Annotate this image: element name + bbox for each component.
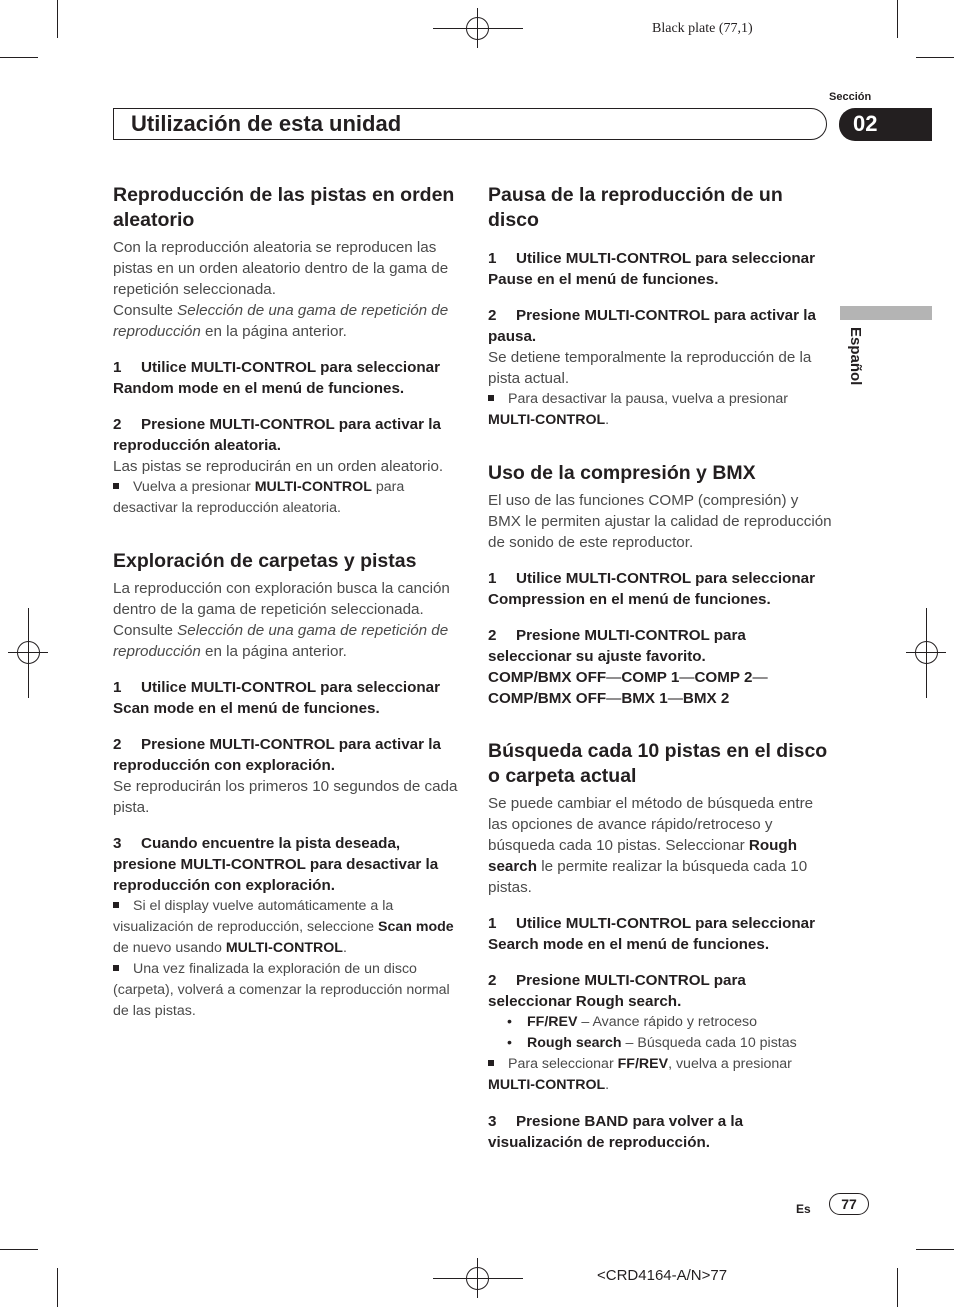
square-bullet-icon [113,483,119,489]
paragraph: Se reproducirán los primeros 10 segundos de cada pista. [113,778,458,816]
cross-reference: Selección de una gama de repetición de reproducción [113,302,449,340]
chapter-title-bar [113,108,827,140]
step: 2 Presione MULTI-CONTROL para seleccionar su ajuste favorito. [488,627,746,665]
step: 3 Presione BAND para volver a la visualización de reproducción. [488,1113,744,1151]
section-number: 02 [853,111,878,136]
heading-rough-search: Búsqueda cada 10 pistas en el disco o carpeta actual [488,740,828,787]
step: 3 Cuando encuentre la pista deseada, presione MULTI-CONTROL para desactivar la reproducción con exploración. [113,835,439,894]
step: 1 Utilice MULTI-CONTROL para seleccionar Scan mode en el menú de funciones. [113,679,441,717]
crop-mark [916,1249,954,1250]
note: Vuelva a presionar MULTI-CONTROL para desactivar la reproducción aleatoria. [113,479,405,516]
left-column [113,183,458,1022]
plate-label: Black plate (77,1) [652,21,753,36]
heading-compression-bmx: Uso de la compresión y BMX [488,462,756,484]
step: 1 Utilice MULTI-CONTROL para seleccionar Pause en el menú de funciones. [488,250,816,288]
language-label: Español [847,327,864,386]
spacer [488,431,833,461]
step: 1 Utilice MULTI-CONTROL para seleccionar Compression en el menú de funciones. [488,570,816,608]
language-tab [836,327,884,407]
crop-mark [0,57,38,58]
paragraph: Consulte Selección de una gama de repetición de reproducción en la página anterior. [113,302,449,340]
page-number: 77 [829,1193,869,1215]
heading-random-play: Reproducción de las pistas en orden aleatorio [113,184,455,231]
spacer [113,519,458,549]
square-bullet-icon [488,1060,494,1066]
heading-pause: Pausa de la reproducción de un disco [488,184,783,231]
paragraph: Con la reproducción aleatoria se reproducen las pistas en un orden aleatorio dentro de la gama de repetición seleccionada. [113,239,449,298]
square-bullet-icon [113,965,119,971]
crop-mark [57,0,58,38]
note: Si el display vuelve automáticamente a la visualización de reproducción, seleccione Scan mode de nuevo usando MULTI-CONTROL. [113,898,454,956]
step: 2 Presione MULTI-CONTROL para activar la reproducción con exploración. [113,736,441,774]
language-tab-bar [840,306,932,320]
step: 1 Utilice MULTI-CONTROL para seleccionar Search mode en el menú de funciones. [488,915,816,953]
list-item: • Rough search – Búsqueda cada 10 pistas [507,1035,797,1051]
crop-mark [57,1268,58,1307]
step: 2 Presione MULTI-CONTROL para activar la reproducción aleatoria. [113,416,441,454]
registration-mark-left [8,608,48,698]
registration-mark-right [906,608,946,698]
registration-mark-top [433,8,523,48]
list-item: • FF/REV – Avance rápido y retroceso [507,1014,758,1030]
section-number-tab [839,108,932,141]
square-bullet-icon [488,395,494,401]
section-label: Sección [829,91,872,103]
setting-sequence: COMP/BMX OFF—COMP 1—COMP 2— COMP/BMX OFF—BMX 1—BMX 2 [488,669,768,707]
right-column [488,183,833,1153]
crop-mark [897,1268,898,1307]
paragraph: Las pistas se reproducirán en un orden aleatorio. [113,458,444,475]
paragraph: La reproducción con exploración busca la canción dentro de la gama de repetición seleccionada. [113,580,450,618]
paragraph: El uso de las funciones COMP (compresión) y BMX le permiten ajustar la calidad de reproducción de sonido de este reproductor. [488,492,832,551]
chapter-title: Utilización de esta unidad [131,111,402,136]
document-code: <CRD4164-A/N>77 [597,1267,728,1284]
registration-mark-bottom [433,1258,523,1298]
step: 2 Presione MULTI-CONTROL para activar la pausa. [488,307,816,345]
cross-reference: Selección de una gama de repetición de reproducción [113,622,449,660]
step: 1 Utilice MULTI-CONTROL para seleccionar Random mode en el menú de funciones. [113,359,441,397]
note: Para desactivar la pausa, vuelva a presionar MULTI-CONTROL. [488,391,788,428]
note: Una vez finalizada la exploración de un disco (carpeta), volverá a comenzar la reproducción normal de las pistas. [113,961,450,1019]
crop-mark [0,1249,38,1250]
step: 2 Presione MULTI-CONTROL para seleccionar Rough search. [488,972,746,1010]
spacer [488,709,833,739]
paragraph: Se puede cambiar el método de búsqueda entre las opciones de avance rápido/retroceso y búsqueda cada 10 pistas. Seleccionar Rough search le permite realizar la búsqueda cada 10 pistas. [488,795,814,896]
crop-mark [897,0,898,38]
language-code: Es [796,1202,811,1216]
crop-mark [916,57,954,58]
square-bullet-icon [113,902,119,908]
paragraph: Se detiene temporalmente la reproducción de la pista actual. [488,349,812,387]
note: Para seleccionar FF/REV, vuelva a presionar MULTI-CONTROL. [488,1056,792,1093]
paragraph: Consulte Selección de una gama de repetición de reproducción en la página anterior. [113,622,449,660]
heading-scan-play: Exploración de carpetas y pistas [113,550,417,572]
